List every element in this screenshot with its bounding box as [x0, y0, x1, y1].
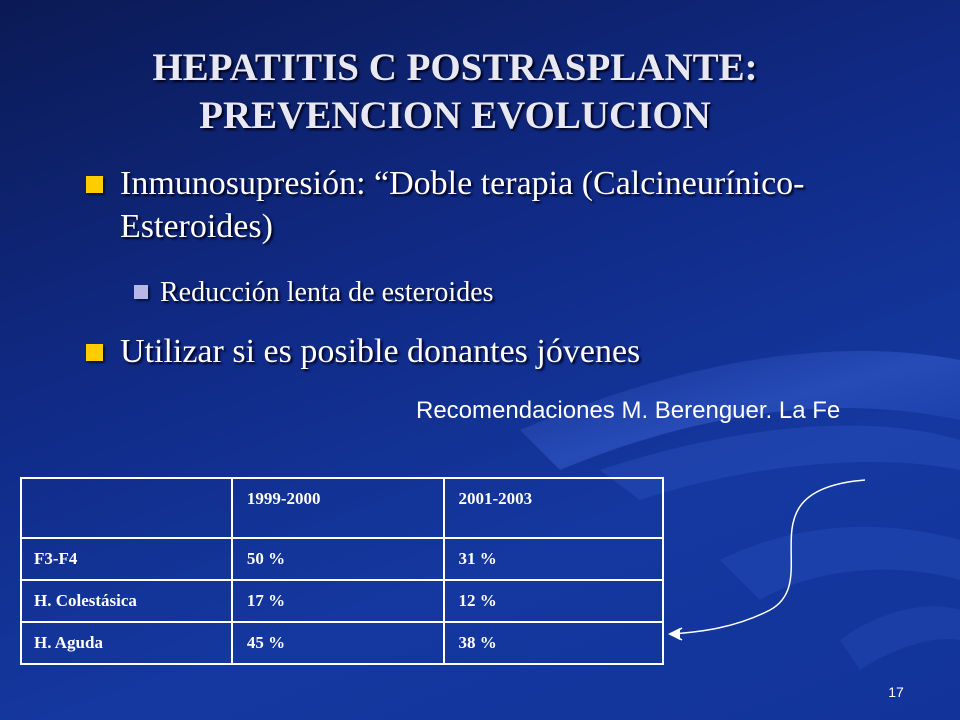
bullet-square-icon [86, 344, 103, 361]
table-cell: 45 % [232, 622, 444, 664]
table-cell: 31 % [444, 538, 664, 580]
table-cell: 50 % [232, 538, 444, 580]
bullet-square-icon [86, 176, 103, 193]
table-header-cell: 1999-2000 [232, 478, 444, 538]
sub-bullet-steroid-reduction: Reducción lenta de esteroides [160, 277, 494, 308]
table-cell: H. Aguda [21, 622, 232, 664]
table-row [21, 580, 663, 622]
slide-title [0, 44, 910, 140]
table-header-row [21, 478, 663, 538]
slide-number: 17 [888, 684, 904, 700]
bullet-immunosuppression: Inmunosupresión: “Doble terapia (Calcineurínico-Esteroides) [120, 165, 805, 245]
slide-title-line-2: PREVENCION EVOLUCION [199, 94, 711, 137]
table-row [21, 538, 663, 580]
source-citation: Recomendaciones M. Berenguer. La Fe [416, 397, 841, 424]
curved-arrow-icon [650, 470, 880, 670]
table-header-cell [21, 478, 232, 538]
table-cell: 38 % [444, 622, 664, 664]
table-row [21, 622, 663, 664]
table-cell: F3-F4 [21, 538, 232, 580]
outcomes-table [20, 477, 664, 665]
table-cell: 17 % [232, 580, 444, 622]
table-cell: H. Colestásica [21, 580, 232, 622]
table-cell: 12 % [444, 580, 664, 622]
sub-bullet-square-icon [134, 285, 148, 299]
bullet-young-donors: Utilizar si es posible donantes jóvenes [120, 333, 641, 370]
table-header-cell: 2001-2003 [444, 478, 664, 538]
slide-title-line-1: HEPATITIS C POSTRASPLANTE: [152, 46, 758, 89]
